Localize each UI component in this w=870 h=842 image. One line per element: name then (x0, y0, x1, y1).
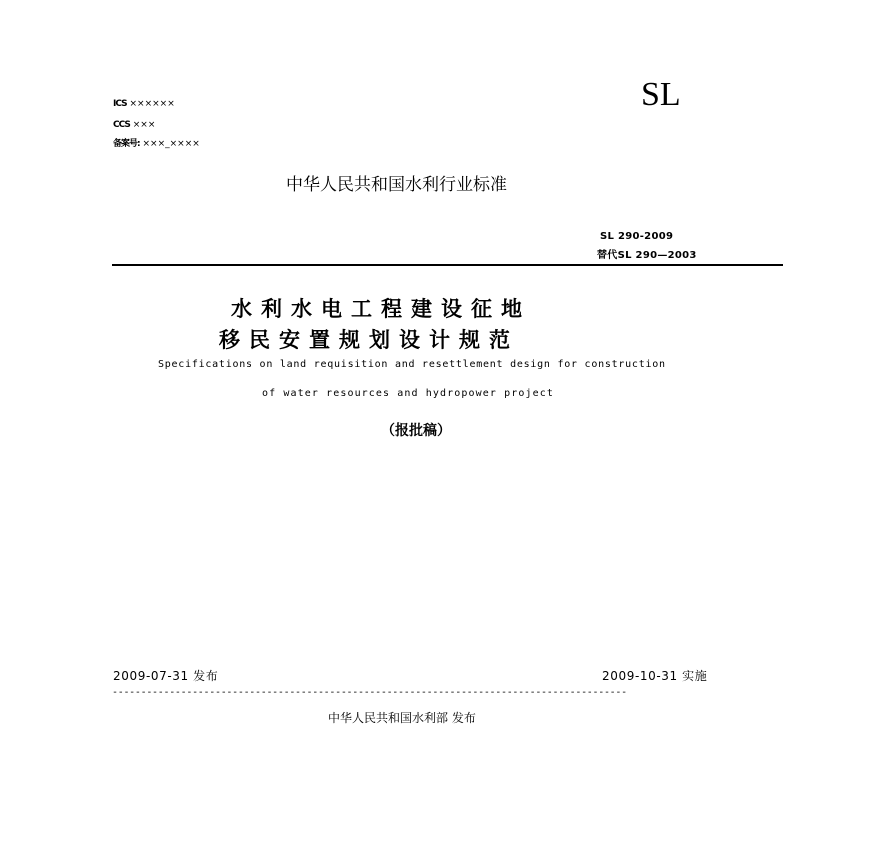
ccs-value: ××× (132, 120, 156, 130)
replaces-code: 替代SL 290—2003 (597, 250, 697, 261)
ics-label: ICS (113, 99, 127, 109)
english-title-line-2: of water resources and hydropower project (262, 388, 554, 399)
ics-line (113, 99, 175, 109)
organization-title: 中华人民共和国水利行业标准 (286, 175, 507, 195)
record-value: ×××_×××× (142, 139, 200, 149)
english-title-line-1: Specifications on land requisition and resettlement design for construction (158, 359, 666, 370)
title-line-1: 水利水电工程建设征地 (231, 297, 531, 321)
draft-status: （报批稿） (381, 423, 451, 439)
standard-mark: SL (641, 76, 681, 113)
header-rule (112, 264, 783, 266)
ccs-line (113, 120, 155, 130)
record-label: 备案号: (113, 139, 140, 149)
standard-code: SL 290-2009 (600, 231, 674, 242)
title-line-2: 移民安置规划设计规范 (219, 328, 519, 352)
ics-value: ×××××× (129, 99, 175, 109)
implement-date: 2009-10-31 实施 (602, 669, 708, 683)
ccs-label: CCS (113, 120, 130, 130)
record-line (113, 136, 200, 149)
issue-date: 2009-07-31 发布 (113, 669, 219, 683)
dashed-separator: ------------------------------------------------------------------------------------------ (112, 687, 627, 698)
publisher: 中华人民共和国水利部 发布 (328, 711, 476, 725)
